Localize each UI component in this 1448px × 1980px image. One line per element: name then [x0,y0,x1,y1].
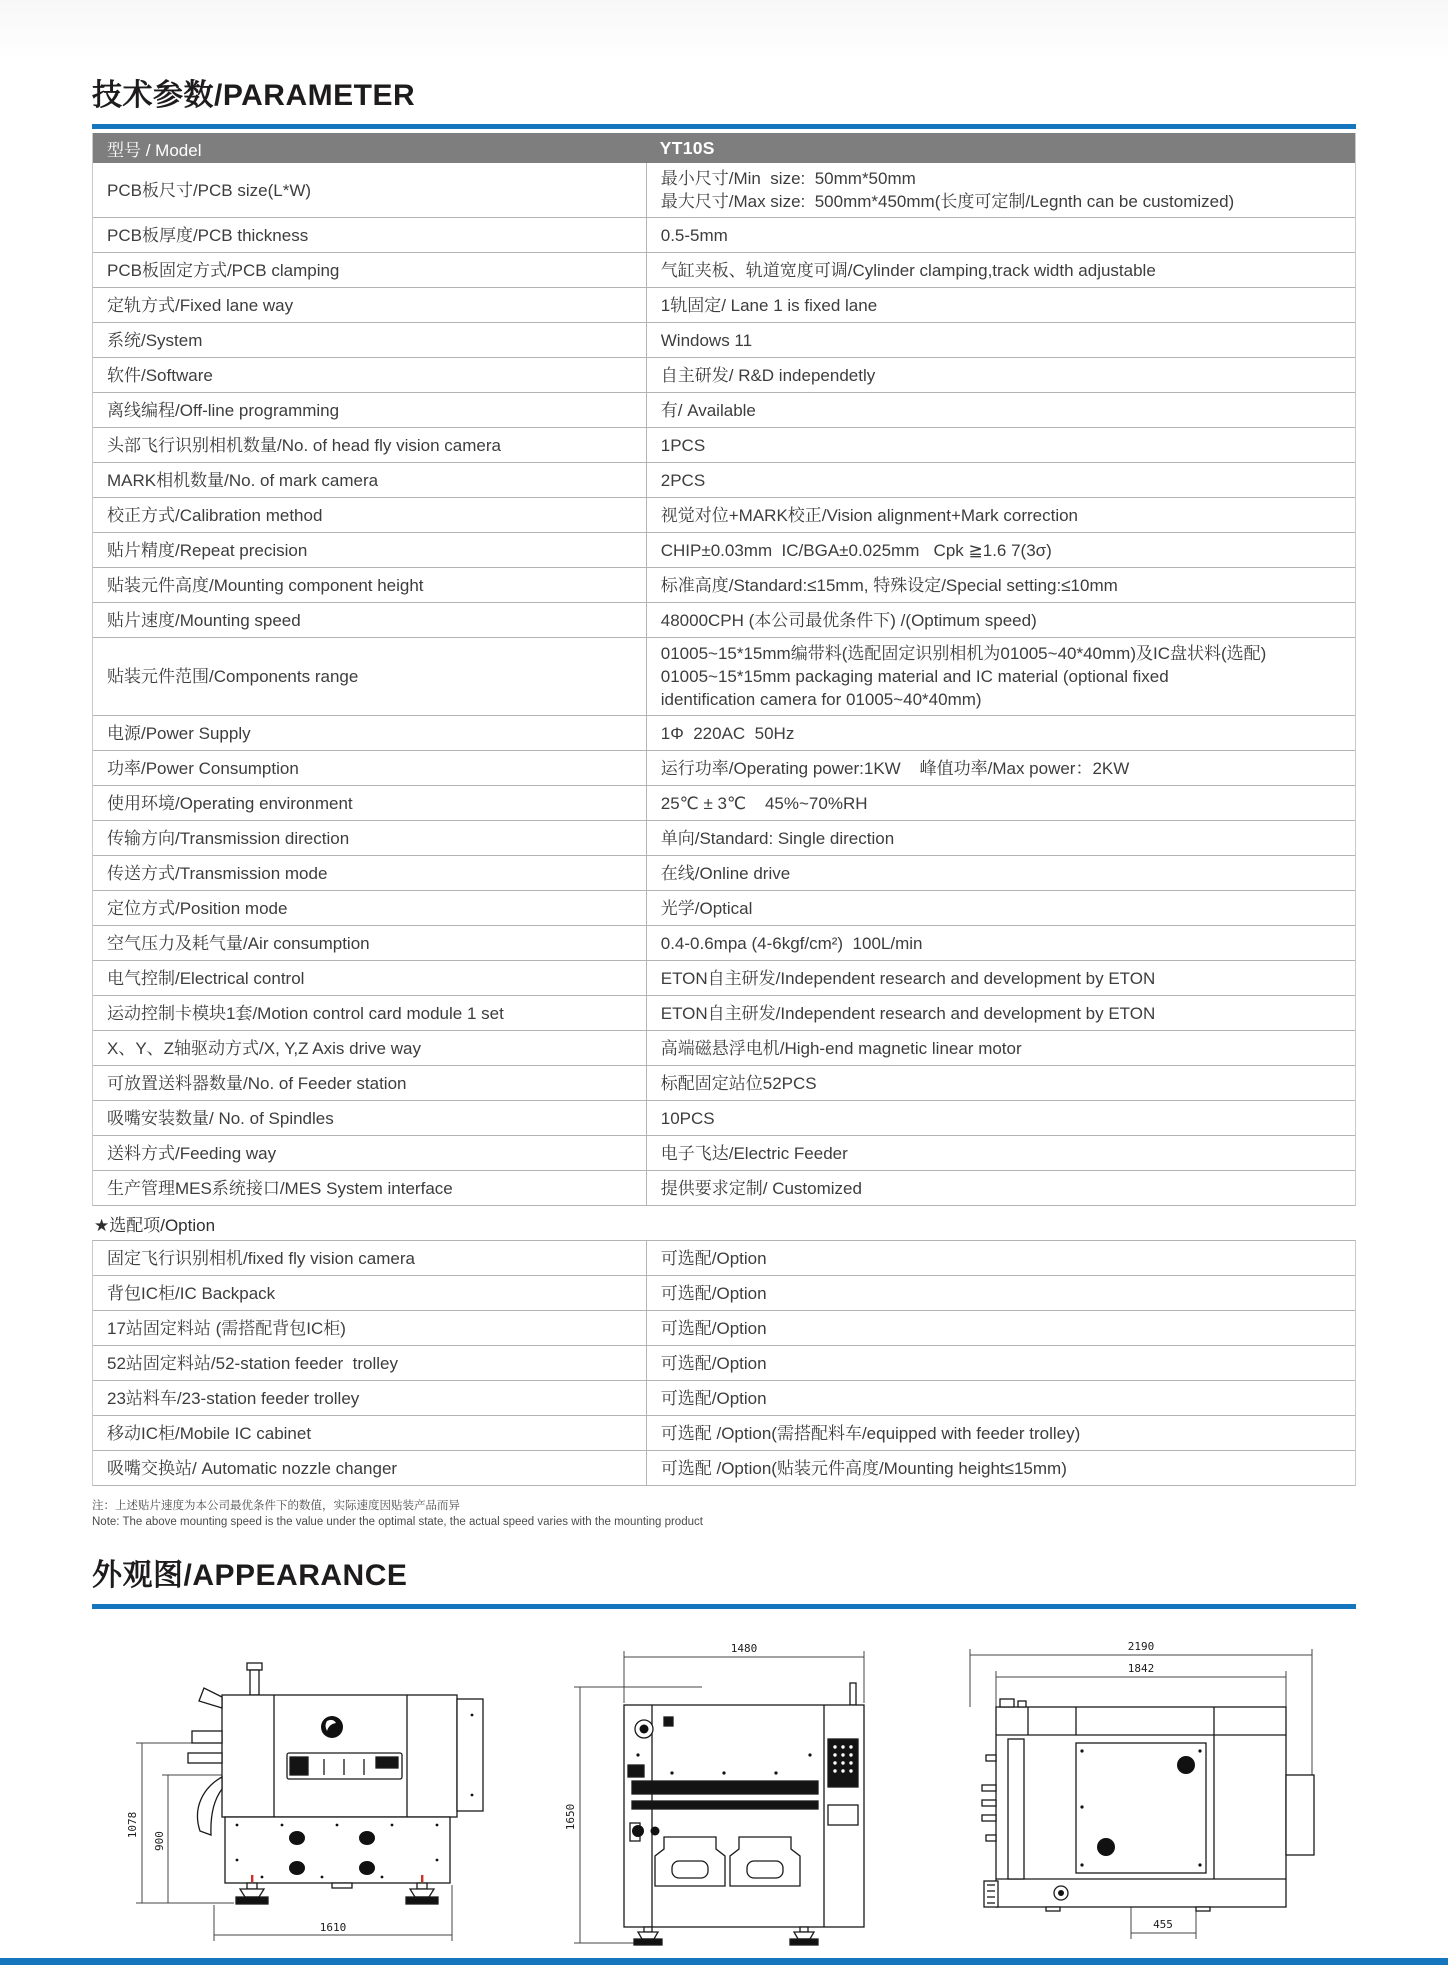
spec-value-line: 运行功率/Operating power:1KW 峰值功率/Max power：2KW [660,758,1130,778]
spec-value-cell [646,821,1355,855]
spec-label-cell: 生产管理MES系统接口/MES System interface [107,1178,453,1198]
spec-value-cell [646,1066,1355,1100]
spec-value-line: 最小尺寸/Min size: 50mm*50mm [660,169,916,188]
parameter-title: 技术参数/PARAMETER [92,79,416,112]
table-row [93,1171,1355,1206]
spec-value-cell [646,163,1355,217]
spec-value-cell [646,358,1355,392]
spec-value-line: 01005~15*15mm packaging material and IC material (optional fixed [660,667,1169,686]
option-label-cell: 移动IC柜/Mobile IC cabinet [107,1423,312,1443]
table-row [93,463,1355,498]
spec-value-line: 0.5-5mm [660,225,728,245]
spec-value-cell [646,638,1355,715]
spec-value-cell [646,716,1355,750]
table-row [93,498,1355,533]
spec-value-line: 标准高度/Standard:≤15mm, 特殊设定/Special setting:≤10mm [660,575,1118,595]
spec-value-line: identification camera for 01005~40*40mm) [660,690,982,709]
spec-label-cell: 贴片精度/Repeat precision [107,540,308,560]
spec-value-cell [646,996,1355,1030]
spec-label-cell: PCB板尺寸/PCB size(L*W) [107,180,312,200]
side-view-drawing [122,1635,492,1950]
table-row [93,1451,1355,1486]
table-row [93,891,1355,926]
option-value-cell: 可选配 /Option(需搭配料车/equipped with feeder trolley) [646,1416,1355,1450]
spec-value-line: 1轨固定/ Lane 1 is fixed lane [660,295,878,315]
spec-label-cell: 系统/System [107,330,203,350]
option-value-cell: 可选配 /Option(贴装元件高度/Mounting height≤15mm) [646,1451,1355,1485]
spec-value-cell [646,533,1355,567]
option-label-cell: 52站固定料站/52-station feeder trolley [107,1353,399,1373]
spec-value-cell [646,603,1355,637]
note-en: Note: The above mounting speed is the value under the optimal state, the actual speed varies with the mounting product [92,1516,703,1528]
spec-value-line: 电子飞达/Electric Feeder [660,1143,848,1163]
table-row [93,638,1355,716]
table-row [93,323,1355,358]
spec-value-line: ETON自主研发/Independent research and development by ETON [660,968,1156,988]
front-view-width-dim: 1480 [730,1642,757,1655]
spec-label-cell: 空气压力及耗气量/Air consumption [107,933,370,953]
front-view-drawing [552,1635,897,1950]
spec-value-cell [646,1171,1355,1205]
spec-value-line: CHIP±0.03mm IC/BGA±0.025mm Cpk ≧1.6 7(3σ) [660,540,1052,560]
option-value-cell: 可选配/Option [646,1276,1355,1310]
spec-value-cell [646,1031,1355,1065]
spec-value-cell [646,926,1355,960]
spec-label-cell: 吸嘴安装数量/ No. of Spindles [107,1108,334,1128]
parameter-blue-rule [92,124,1356,129]
table-row [93,1031,1355,1066]
spec-value-cell [646,253,1355,287]
option-table [92,1240,1356,1486]
top-view-foot-span-dim: 455 [1153,1918,1173,1931]
option-rows [93,1241,1355,1486]
model-header-label: 型号 / Model [107,140,202,160]
spec-value-line: 提供要求定制/ Customized [660,1178,862,1198]
spec-label-cell: 送料方式/Feeding way [107,1143,277,1163]
table-row [93,1381,1355,1416]
spec-value-cell [646,498,1355,532]
spec-label-cell: 定轨方式/Fixed lane way [107,295,294,315]
option-value-cell: 可选配/Option [646,1311,1355,1345]
top-view-drawing [956,1635,1326,1950]
table-row [93,1276,1355,1311]
spec-label-cell: 使用环境/Operating environment [107,793,353,813]
spec-value-cell [646,463,1355,497]
option-value-cell: 可选配/Option [646,1381,1355,1415]
table-row [93,926,1355,961]
spec-value-line: 在线/Online drive [660,863,791,883]
spec-label-cell: MARK相机数量/No. of mark camera [107,470,379,490]
spec-label-cell: 电源/Power Supply [107,723,251,743]
spec-value-line: 高端磁悬浮电机/High-end magnetic linear motor [660,1038,1022,1058]
spec-value-cell [646,393,1355,427]
spec-table [92,133,1356,1206]
spec-value-cell [646,288,1355,322]
spec-value-cell [646,323,1355,357]
table-row [93,1066,1355,1101]
table-row [93,751,1355,786]
top-view-machine [982,1699,1314,1911]
spec-value-cell [646,751,1355,785]
table-row [93,253,1355,288]
table-row [93,856,1355,891]
spec-label-cell: 电气控制/Electrical control [107,968,305,988]
option-section-header: ★选配项/Option [94,1216,216,1235]
spec-table-header [93,133,1355,163]
option-value-cell: 可选配/Option [646,1346,1355,1380]
spec-label-cell: 传送方式/Transmission mode [107,863,328,883]
appearance-title: 外观图/APPEARANCE [92,1559,408,1592]
table-row [93,393,1355,428]
side-view-width-dim: 1610 [319,1921,347,1934]
front-view-machine [624,1683,864,1945]
spec-value-line: 标配固定站位52PCS [660,1073,817,1093]
spec-value-line: 1Φ 220AC 50Hz [660,723,795,743]
spec-value-line: 2PCS [660,470,706,490]
table-row [93,961,1355,996]
spec-value-line: 1PCS [660,435,706,455]
spec-value-line: ETON自主研发/Independent research and development by ETON [660,1003,1156,1023]
notes [92,1498,1356,1530]
note-cn: 注：上述贴片速度为本公司最优条件下的数值，实际速度因贴装产品而异 [92,1500,460,1512]
table-row [93,288,1355,323]
spec-value-line: 有/ Available [660,400,756,420]
top-view-outer-width-dim: 2190 [1127,1640,1155,1653]
spec-value-line: 48000CPH (本公司最优条件下) /(Optimum speed) [660,610,1037,630]
spec-label-cell: 运动控制卡模块1套/Motion control card module 1 set [107,1003,504,1023]
spec-label-cell: 功率/Power Consumption [107,758,299,778]
spec-label-cell: PCB板固定方式/PCB clamping [107,260,340,280]
option-label-cell: 吸嘴交换站/ Automatic nozzle changer [107,1458,398,1478]
option-label-cell: 23站料车/23-station feeder trolley [107,1388,360,1408]
table-row [93,1136,1355,1171]
table-row [93,358,1355,393]
table-row [93,996,1355,1031]
spec-value-line: 10PCS [660,1108,715,1128]
spec-rows [93,163,1355,1206]
table-row [93,1101,1355,1136]
spec-value-cell [646,1136,1355,1170]
spec-label-cell: 定位方式/Position mode [107,898,288,918]
table-row [93,786,1355,821]
table-row [93,428,1355,463]
spec-value-cell [646,856,1355,890]
spec-value-line: 01005~15*15mm编带料(选配固定识别相机为01005~40*40mm)及IC盘状料(选配) [660,644,1267,663]
front-view-height-dim: 1650 [563,1803,577,1831]
spec-value-cell [646,891,1355,925]
table-row [93,1241,1355,1276]
spec-label-cell: 头部飞行识别相机数量/No. of head fly vision camera [107,435,501,455]
footer-accent-bar [0,1958,1448,1965]
spec-value-line: 最大尺寸/Max size: 500mm*450mm(长度可定制/Legnth can be customized) [660,192,1235,211]
spec-label-cell: 贴片速度/Mounting speed [107,610,301,630]
table-row [93,716,1355,751]
spec-label-cell: 校正方式/Calibration method [107,505,323,525]
spec-label-cell: 软件/Software [107,365,213,385]
spec-value-cell [646,1101,1355,1135]
option-value-cell: 可选配/Option [646,1241,1355,1275]
spec-label-cell: 传输方向/Transmission direction [107,828,350,848]
spec-label-cell: 贴装元件范围/Components range [107,667,359,686]
table-row [93,218,1355,253]
top-view-inner-width-dim: 1842 [1127,1662,1155,1675]
spec-label-cell: 离线编程/Off-line programming [107,400,340,420]
appearance-blue-rule [92,1604,1356,1609]
side-view-machine [188,1663,483,1904]
appearance-drawings [92,1635,1356,1950]
spec-value-line: 视觉对位+MARK校正/Vision alignment+Mark correction [660,505,1079,525]
option-label-cell: 17站固定料站 (需搭配背包IC柜) [107,1318,346,1338]
spec-value-line: 0.4-0.6mpa (4-6kgf/cm²) 100L/min [660,933,923,953]
spec-label-cell: X、Y、Z轴驱动方式/X, Y,Z Axis drive way [107,1038,421,1058]
spec-value-cell [646,786,1355,820]
spec-value-line: 气缸夹板、轨道宽度可调/Cylinder clamping,track width adjustable [660,260,1156,280]
side-view-base-height-dim: 900 [153,1831,166,1851]
spec-label-cell: 可放置送料器数量/No. of Feeder station [107,1073,407,1093]
table-row [93,163,1355,218]
spec-label-cell: PCB板厚度/PCB thickness [107,225,309,245]
table-row [93,603,1355,638]
table-row [93,568,1355,603]
spec-value-line: 单向/Standard: Single direction [660,828,895,848]
spec-value-cell [646,961,1355,995]
spec-label-cell: 贴装元件高度/Mounting component height [107,575,424,595]
spec-value-line: Windows 11 [660,330,753,350]
spec-value-line: 光学/Optical [660,898,753,918]
table-row [93,1346,1355,1381]
spec-value-cell [646,428,1355,462]
spec-value-cell [646,218,1355,252]
table-row [93,533,1355,568]
table-row [93,821,1355,856]
model-header-value: YT10S [659,137,715,158]
option-label-cell: 背包IC柜/IC Backpack [107,1283,276,1303]
table-row [93,1311,1355,1346]
spec-value-cell [646,568,1355,602]
side-view-total-height-dim: 1078 [126,1811,139,1839]
spec-value-line: 自主研发/ R&D independetly [660,365,876,385]
table-row [93,1416,1355,1451]
spec-value-line: 25℃ ± 3℃ 45%~70%RH [660,793,868,813]
option-label-cell: 固定飞行识别相机/fixed fly vision camera [107,1248,415,1268]
